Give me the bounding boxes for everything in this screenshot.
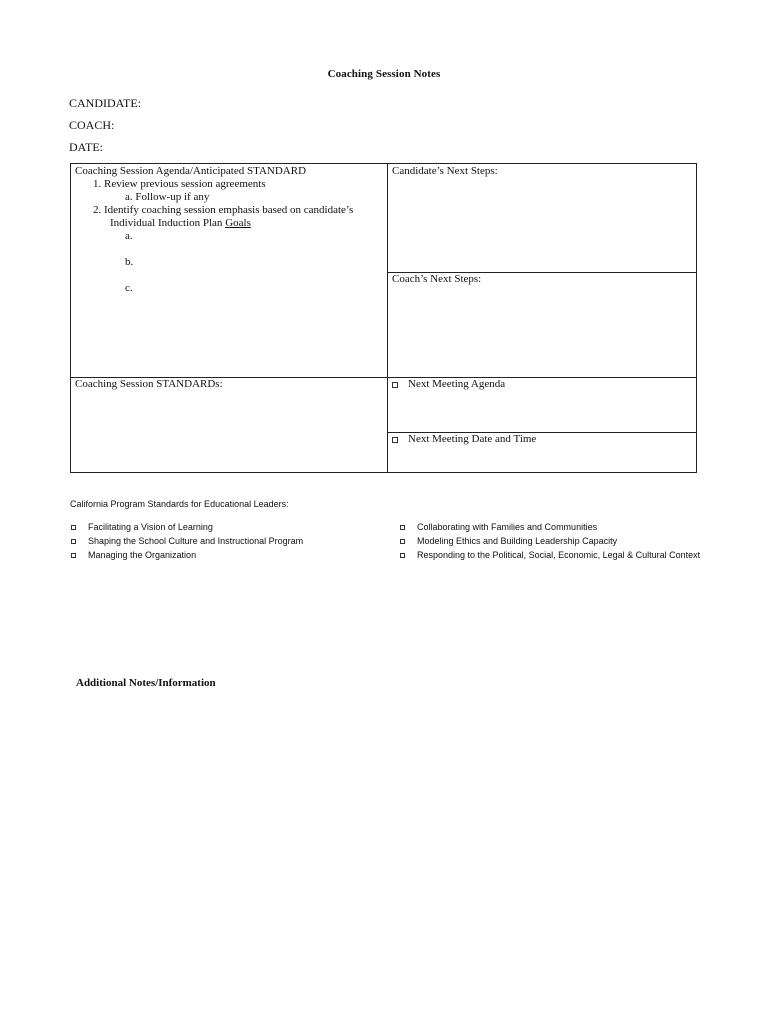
agenda-cell[interactable] [75,165,383,295]
checkbox-icon[interactable] [400,553,405,558]
standard-item[interactable] [400,522,597,532]
standard-label: Shaping the School Culture and Instructional Program [88,536,304,546]
agenda-item-2-line2 [75,217,383,230]
agenda-sub-a: a. [125,230,133,242]
candidate-label: CANDIDATE: [69,96,141,110]
standard-label: Collaborating with Families and Communities [417,522,598,532]
standard-label: Responding to the Political, Social, Economic, Legal & Cultural Context [417,550,701,560]
standard-label: Facilitating a Vision of Learning [88,522,213,532]
page-title: Coaching Session Notes [327,68,441,80]
session-table [70,163,697,473]
table-divider-vertical [387,164,388,472]
checkbox-icon[interactable] [71,525,76,530]
checkbox-icon[interactable] [392,382,398,388]
next-meeting-agenda-item[interactable] [392,378,505,391]
checkbox-icon[interactable] [392,437,398,443]
date-label: DATE: [69,140,103,154]
checkbox-icon[interactable] [71,553,76,558]
agenda-spacer [75,269,383,282]
next-meeting-date-item[interactable] [392,433,536,446]
standard-item[interactable] [71,536,303,546]
standard-item[interactable] [400,536,617,546]
agenda-heading: Coaching Session Agenda/Anticipated STANDARD [75,165,307,177]
agenda-item-1: 1. Review previous session agreements [93,178,266,190]
candidate-next-steps-label: Candidate’s Next Steps: [392,165,498,177]
standards-heading: California Program Standards for Educational Leaders: [70,499,289,509]
coach-next-steps-label: Coach’s Next Steps: [392,273,482,285]
checkbox-icon[interactable] [400,539,405,544]
standard-label: Managing the Organization [88,550,197,560]
agenda-item-2-line2-text: Individual Induction Plan [110,217,226,229]
next-meeting-agenda-label: Next Meeting Agenda [408,378,506,390]
agenda-sub-c: c. [125,282,133,294]
next-meeting-date-label: Next Meeting Date and Time [408,433,537,445]
agenda-item-1a: a. Follow-up if any [125,191,210,203]
standard-label: Modeling Ethics and Building Leadership Capacity [417,536,618,546]
session-standards-label: Coaching Session STANDARDs: [75,378,223,390]
goals-link: Goals [225,217,251,229]
standard-item[interactable] [400,550,700,560]
agenda-sub-b: b. [125,256,134,268]
standard-item[interactable] [71,550,196,560]
agenda-spacer [75,243,383,256]
checkbox-icon[interactable] [400,525,405,530]
checkbox-icon[interactable] [71,539,76,544]
standard-item[interactable] [71,522,213,532]
additional-notes-heading: Additional Notes/Information [76,677,216,689]
agenda-item-2-line1: 2. Identify coaching session emphasis based on candidate’s [93,204,354,216]
coach-label: COACH: [69,118,115,132]
